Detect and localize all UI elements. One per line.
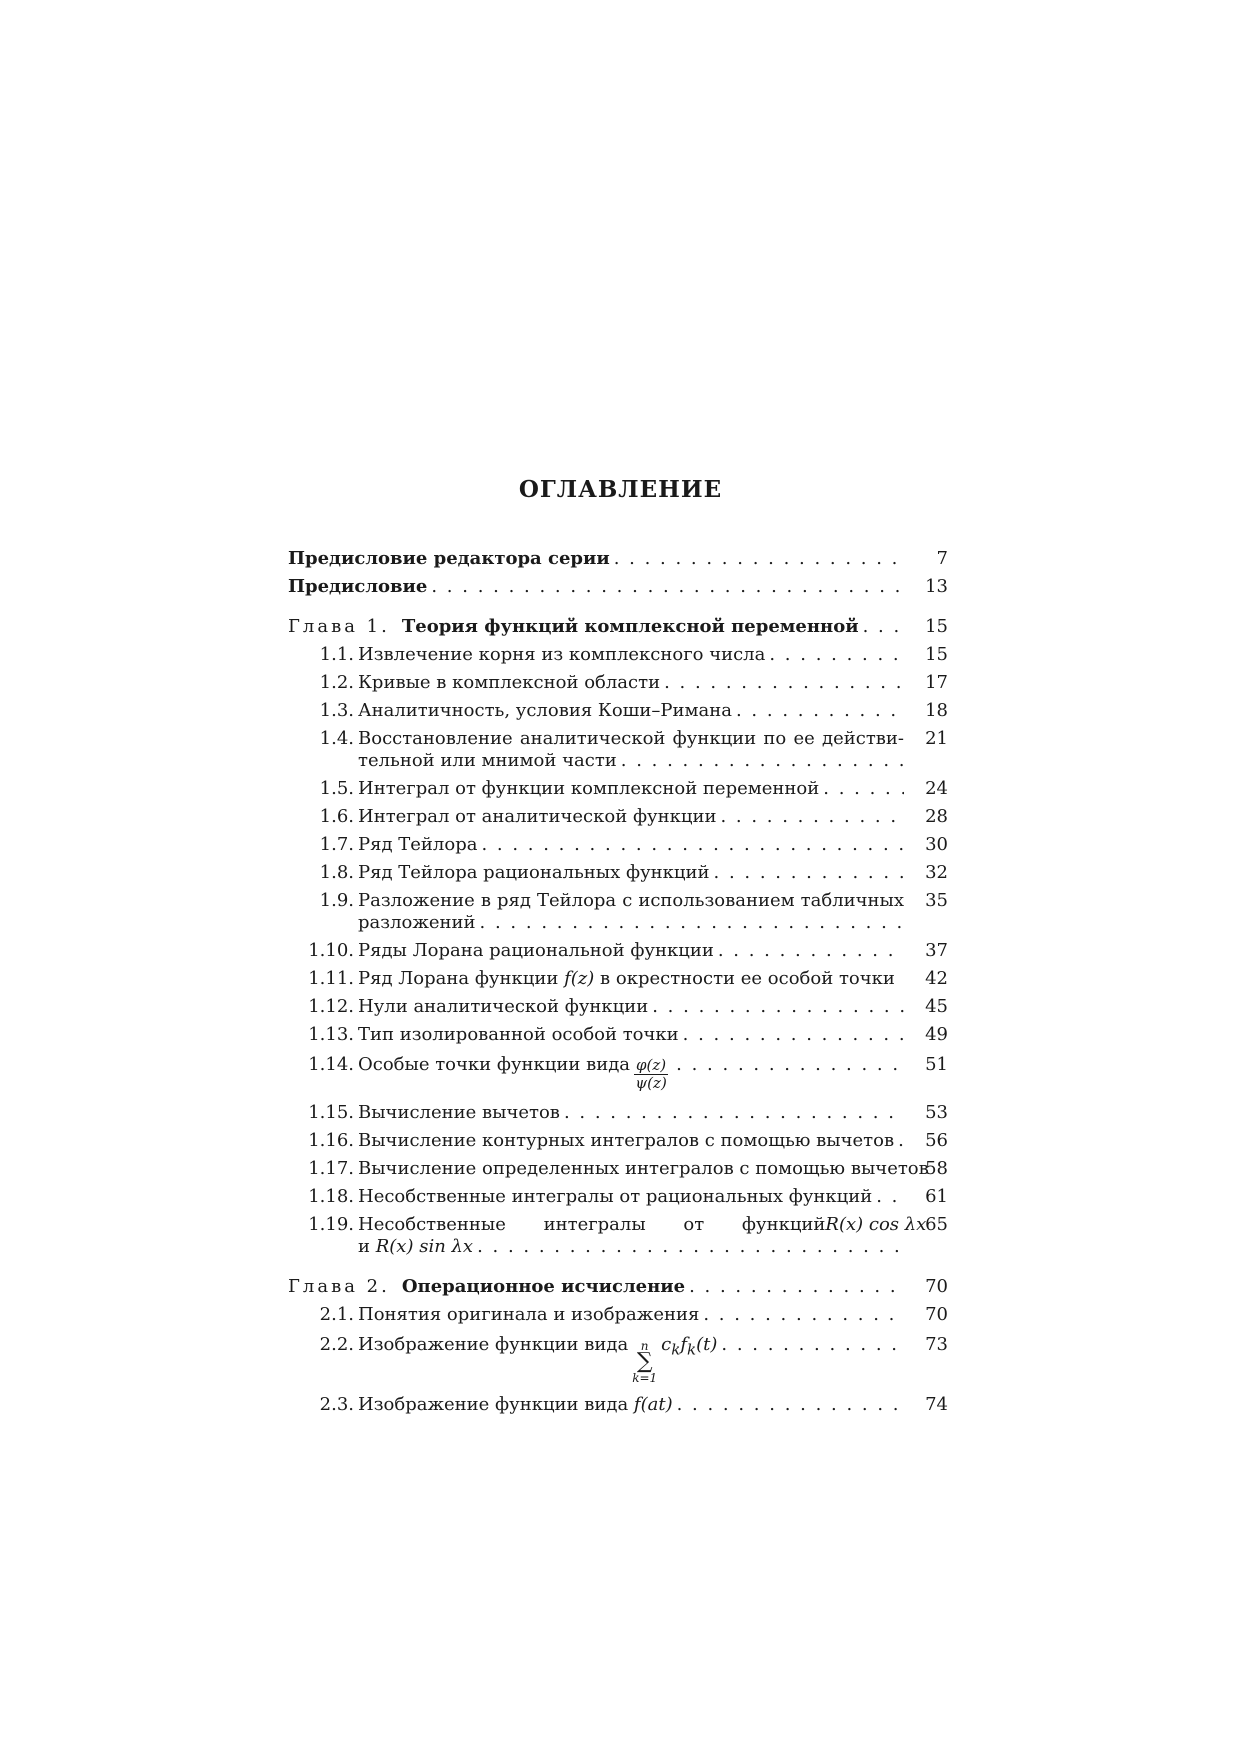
leader-dots	[473, 1236, 904, 1258]
leader-dots	[679, 1024, 904, 1046]
leader-dots	[872, 1186, 904, 1208]
toc-section-2-1[interactable]	[288, 1304, 948, 1326]
leader-dots	[732, 700, 904, 722]
leader-dots	[672, 1054, 904, 1076]
page-number: 32	[925, 862, 948, 883]
page-number: 13	[925, 576, 948, 597]
entry-title: Восстановление аналитической функции по ее действи-	[358, 728, 904, 749]
page-number: 42	[925, 968, 948, 989]
page-number: 30	[925, 834, 948, 855]
page-number: 24	[925, 778, 948, 799]
toc-section-2-3[interactable]	[288, 1394, 948, 1416]
section-number: 1.1.	[319, 644, 354, 665]
entry-title: Интеграл от функции комплексной переменной	[358, 778, 820, 799]
sigma-icon: ∑	[636, 1349, 653, 1374]
section-number: 1.11.	[308, 968, 354, 989]
fraction-denominator: ψ(z)	[635, 1074, 667, 1092]
leader-dots	[859, 616, 904, 638]
chapter-title: Теория функций комплексной переменной	[401, 616, 859, 637]
entry-title: Кривые в комплексной области	[358, 672, 661, 693]
page-number: 37	[925, 940, 948, 961]
page-number: 15	[925, 616, 948, 637]
entry-title: Тип изолированной особой точки	[358, 1024, 679, 1045]
toc-section-1-3[interactable]	[288, 700, 948, 722]
math-expression: R(x) cos λx	[825, 1214, 927, 1235]
page-number: 49	[925, 1024, 948, 1045]
leader-dots	[714, 940, 904, 962]
entry-title-continued: разложений	[358, 912, 476, 933]
entry-title: Изображение функции вида	[358, 1334, 629, 1355]
leader-dots	[648, 996, 904, 1018]
toc-section-1-16[interactable]	[288, 1130, 948, 1152]
leader-dots	[477, 834, 904, 856]
toc-section-1-9[interactable]	[288, 890, 948, 934]
toc-section-1-13[interactable]	[288, 1024, 948, 1046]
leader-dots	[819, 778, 904, 800]
entry-title: Предисловие редактора серии	[288, 548, 610, 569]
page-number: 73	[925, 1334, 948, 1355]
toc-section-1-18[interactable]	[288, 1186, 948, 1208]
entry-title: Несобственные интегралы от рациональных функций	[358, 1186, 873, 1207]
toc-section-1-5[interactable]	[288, 778, 948, 800]
leader-dots	[765, 644, 904, 666]
entry-title: Нули аналитической функции	[358, 996, 649, 1017]
toc-section-1-8[interactable]	[288, 862, 948, 884]
math-expression: f(z)	[564, 968, 595, 989]
leader-dots	[610, 548, 904, 570]
section-number: 1.18.	[308, 1186, 354, 1207]
section-number: 2.2.	[319, 1334, 354, 1355]
toc-entry-editor-preface[interactable]	[288, 548, 948, 570]
sum-lower-limit: k=1	[632, 1371, 658, 1385]
page-number: 17	[925, 672, 948, 693]
leader-dots	[427, 576, 904, 598]
toc-chapter-2[interactable]	[288, 1276, 948, 1298]
page-number: 15	[925, 644, 948, 665]
page-number: 56	[925, 1130, 948, 1151]
section-number: 1.2.	[319, 672, 354, 693]
leader-dots	[660, 672, 904, 694]
entry-title: Ряд Тейлора	[358, 834, 478, 855]
section-number: 1.13.	[308, 1024, 354, 1045]
page-number: 18	[925, 700, 948, 721]
page-title: ОГЛАВЛЕНИЕ	[518, 476, 723, 503]
section-number: 1.15.	[308, 1102, 354, 1123]
sum-upper-limit: n	[640, 1339, 649, 1353]
toc-section-1-10[interactable]	[288, 940, 948, 962]
entry-title-continued: тельной или мнимой части	[358, 750, 617, 771]
section-number: 1.14.	[308, 1054, 354, 1075]
entry-title: Вычисление контурных интегралов с помощью вычетов	[358, 1130, 895, 1151]
math-expression: f(at)	[633, 1394, 673, 1415]
section-number: 1.6.	[319, 806, 354, 827]
section-number: 2.3.	[319, 1394, 354, 1415]
section-number: 1.9.	[319, 890, 354, 911]
fraction-numerator: φ(z)	[636, 1056, 667, 1074]
fraction-expression	[634, 1057, 668, 1092]
toc-entry-preface[interactable]	[288, 576, 948, 598]
page-number: 70	[925, 1276, 948, 1297]
chapter-title: Операционное исчисление	[401, 1276, 686, 1297]
section-number: 1.19.	[308, 1214, 354, 1235]
leader-dots	[717, 1334, 904, 1356]
page-number: 35	[925, 890, 948, 911]
toc-section-1-4[interactable]	[288, 728, 948, 772]
section-number: 1.17.	[308, 1158, 354, 1179]
section-number: 1.12.	[308, 996, 354, 1017]
entry-title-after: в окрестности ее особой точки	[600, 968, 895, 989]
toc-section-1-12[interactable]	[288, 996, 948, 1018]
entry-title: Интеграл от аналитической функции	[358, 806, 717, 827]
toc-section-1-1[interactable]	[288, 644, 948, 666]
section-number: 1.5.	[319, 778, 354, 799]
page-number: 61	[925, 1186, 948, 1207]
page-number: 65	[925, 1214, 948, 1235]
entry-title-continued: и	[358, 1236, 370, 1257]
page-number: 7	[936, 548, 948, 569]
page-number: 74	[925, 1394, 948, 1415]
leader-dots	[710, 862, 905, 884]
page-number: 53	[925, 1102, 948, 1123]
toc-section-1-7[interactable]	[288, 834, 948, 856]
chapter-label: Глава 2.	[288, 1276, 390, 1297]
entry-title: Разложение в ряд Тейлора с использованием табличных	[358, 890, 904, 911]
math-expression: $c_kf_k(t)$	[661, 1334, 718, 1359]
toc-section-1-17[interactable]	[288, 1158, 948, 1180]
section-number: 1.7.	[319, 834, 354, 855]
section-number: 1.4.	[319, 728, 354, 749]
leader-dots	[560, 1102, 904, 1124]
leader-dots	[699, 1304, 904, 1326]
leader-dots	[476, 912, 904, 934]
leader-dots	[716, 806, 904, 828]
section-number: 1.8.	[319, 862, 354, 883]
section-number: 1.3.	[319, 700, 354, 721]
entry-title: Ряд Тейлора рациональных функций	[358, 862, 710, 883]
page-number: 45	[925, 996, 948, 1017]
page-number: 70	[925, 1304, 948, 1325]
toc-section-1-15[interactable]	[288, 1102, 948, 1124]
entry-title: Извлечение корня из комплексного числа	[358, 644, 766, 665]
entry-title: Ряд Лорана функции	[358, 968, 559, 989]
chapter-label: Глава 1.	[288, 616, 390, 637]
leader-dots	[673, 1394, 904, 1416]
math-expression-2: R(x) sin λx	[375, 1236, 474, 1257]
entry-title: Аналитичность, условия Коши–Римана	[358, 700, 732, 721]
leader-dots	[685, 1276, 904, 1298]
entry-title: Вычисление определенных интегралов с помощью вычетов	[358, 1158, 929, 1179]
leader-dots	[617, 750, 904, 772]
toc-section-1-19[interactable]	[288, 1214, 948, 1258]
section-number: 1.10.	[308, 940, 354, 961]
entry-title: Ряды Лорана рациональной функции	[358, 940, 714, 961]
entry-title: Изображение функции вида	[358, 1394, 629, 1415]
page-number: 21	[925, 728, 948, 749]
leader-dots	[894, 1130, 904, 1152]
page-number: 51	[925, 1054, 948, 1075]
entry-title: Вычисление вычетов	[358, 1102, 560, 1123]
entry-title: Понятия оригинала и изображения	[358, 1304, 700, 1325]
toc-section-1-14[interactable]	[288, 1054, 948, 1092]
toc-section-1-11[interactable]	[288, 968, 948, 990]
entry-title: Предисловие	[288, 576, 428, 597]
toc-section-1-2[interactable]	[288, 672, 948, 694]
toc-chapter-1[interactable]	[288, 616, 948, 638]
toc-section-2-2[interactable]	[288, 1334, 948, 1384]
entry-title: Особые точки функции вида	[358, 1054, 631, 1075]
summation-symbol	[632, 1340, 657, 1384]
section-number: 2.1.	[319, 1304, 354, 1325]
page-number: 28	[925, 806, 948, 827]
table-of-contents	[288, 548, 948, 1422]
entry-title: Несобственные интегралы от функций	[358, 1214, 826, 1235]
toc-section-1-6[interactable]	[288, 806, 948, 828]
page-number: 58	[925, 1158, 948, 1179]
section-number: 1.16.	[308, 1130, 354, 1151]
